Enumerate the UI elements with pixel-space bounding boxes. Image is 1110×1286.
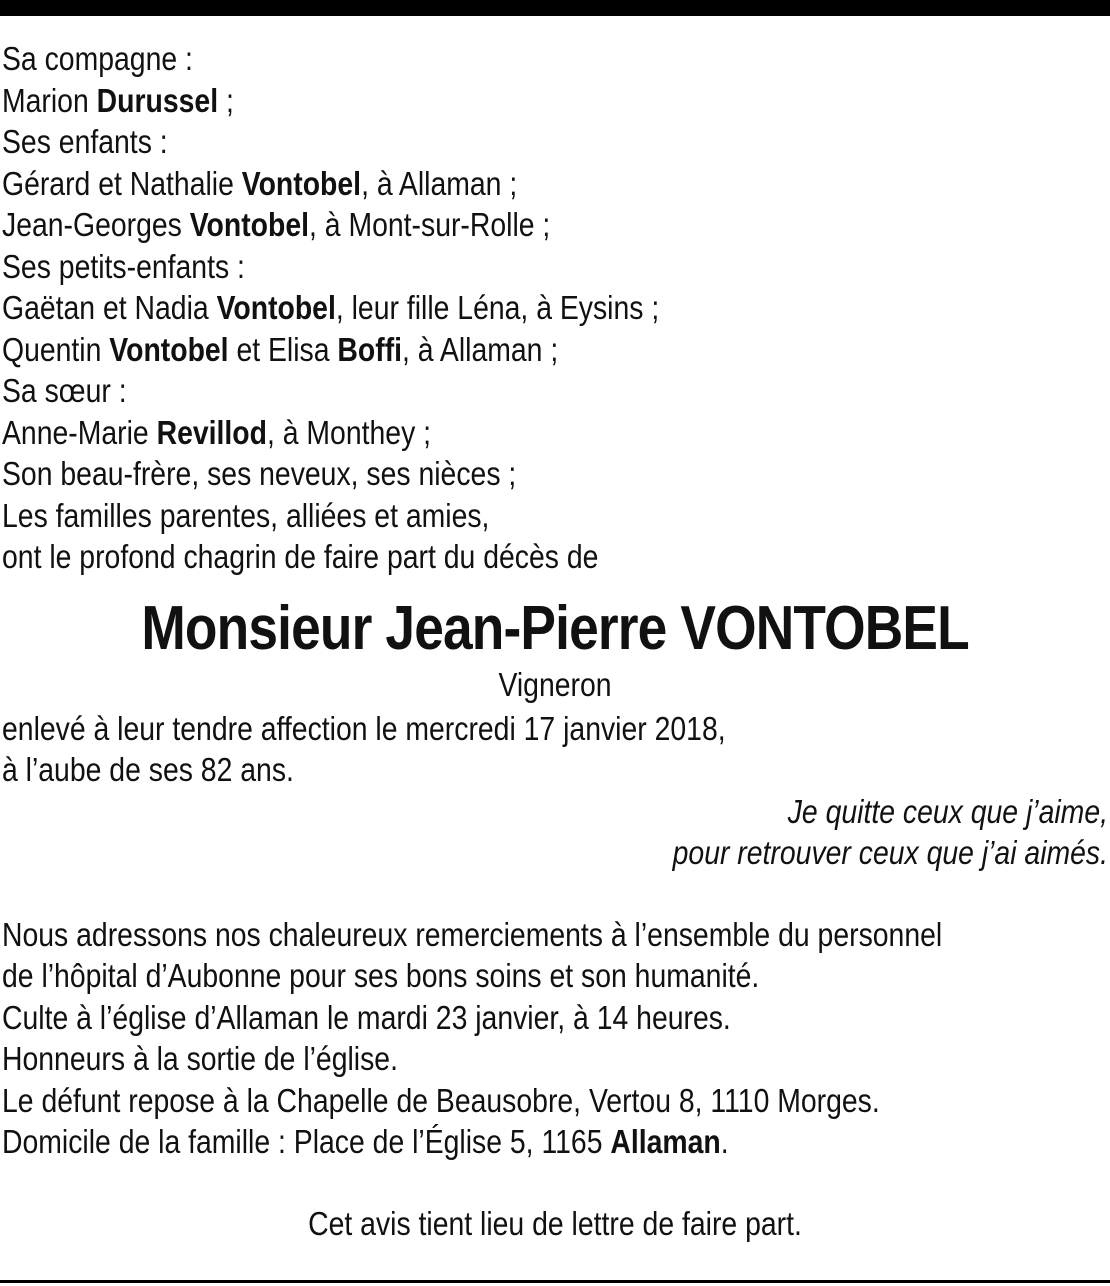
text-run: . xyxy=(720,1123,729,1160)
top-rule xyxy=(0,0,1110,16)
family-list xyxy=(2,38,1108,578)
text-run: Son beau-frère, ses neveux, ses nièces ; xyxy=(2,455,517,492)
text-run: , à Allaman ; xyxy=(361,164,518,202)
bottom-rule xyxy=(0,1280,1110,1283)
quote-line: pour retrouver ceux que j’ai aimés. xyxy=(672,834,1108,871)
age-line: à l’aube de ses 82 ans. xyxy=(2,751,294,788)
epitaph-quote xyxy=(2,791,1108,874)
text-run: Le défunt repose à la Chapelle de Beausobre, Vertou 8, 1110 Morges. xyxy=(2,1081,880,1119)
family-line xyxy=(2,121,953,163)
text-run: Culte à l’église d’Allaman le mardi 23 janvier, à 14 heures. xyxy=(2,998,731,1036)
surname: Vontobel xyxy=(109,330,229,368)
deceased-block xyxy=(2,593,1108,663)
family-line xyxy=(2,38,953,80)
spacer xyxy=(2,874,1108,914)
family-line xyxy=(2,370,953,412)
text-run: Nous adressons nos chaleureux remerciements à l’ensemble du personnel xyxy=(2,915,943,953)
deceased-name: Monsieur Jean-Pierre VONTOBEL xyxy=(141,593,969,663)
detail-line xyxy=(2,1080,953,1122)
surname: Allaman xyxy=(610,1123,721,1160)
text-run: Ses petits-enfants : xyxy=(2,247,245,285)
death-notice xyxy=(2,38,1108,1244)
detail-line xyxy=(2,914,953,956)
family-line xyxy=(2,495,953,537)
detail-line xyxy=(2,955,953,997)
text-run: de l’hôpital d’Aubonne pour ses bons soins et son humanité. xyxy=(2,957,760,994)
surname: Vontobel xyxy=(241,164,362,202)
text-run: , à Mont-sur-Rolle ; xyxy=(309,206,551,243)
deceased-profession: Vigneron xyxy=(498,665,612,703)
family-line xyxy=(2,453,953,495)
text-run: Jean-Georges xyxy=(2,206,190,243)
text-run: ont le profond chagrin de faire part du décès de xyxy=(2,538,599,575)
text-run: Sa sœur : xyxy=(2,372,127,409)
text-run: ; xyxy=(218,81,234,119)
surname: Revillod xyxy=(156,413,267,451)
quote-line: Je quitte ceux que j’aime, xyxy=(787,792,1108,830)
surname: Boffi xyxy=(337,330,403,368)
text-run: , leur fille Léna, à Eysins ; xyxy=(335,289,660,326)
text-run: Gérard et Nathalie xyxy=(2,164,242,202)
service-details xyxy=(2,914,1108,1163)
surname: Durussel xyxy=(96,81,219,119)
spacer xyxy=(2,1163,1108,1203)
death-line: enlevé à leur tendre affection le mercredi 17 janvier 2018, xyxy=(2,709,726,747)
family-line xyxy=(2,329,953,371)
family-line xyxy=(2,287,953,329)
text-run: Domicile de la famille : Place de l’Église 5, 1165 xyxy=(2,1123,611,1160)
family-line xyxy=(2,412,953,454)
family-line xyxy=(2,163,953,205)
death-announcement xyxy=(2,708,1108,791)
detail-line xyxy=(2,1038,953,1080)
family-line xyxy=(2,204,953,246)
text-run: Honneurs à la sortie de l’église. xyxy=(2,1040,398,1077)
surname: Vontobel xyxy=(189,206,310,243)
text-run: et Elisa xyxy=(228,330,338,368)
text-run: Marion xyxy=(2,81,97,119)
closing-note: Cet avis tient lieu de lettre de faire part. xyxy=(308,1204,802,1242)
text-run: , à Monthey ; xyxy=(266,413,432,451)
family-line xyxy=(2,536,953,578)
family-line xyxy=(2,246,953,288)
text-run: , à Allaman ; xyxy=(402,330,559,368)
text-run: Anne-Marie xyxy=(2,413,157,451)
family-line xyxy=(2,80,953,122)
detail-line xyxy=(2,997,953,1039)
text-run: Ses enfants : xyxy=(2,123,168,160)
text-run: Quentin xyxy=(2,330,110,368)
surname: Vontobel xyxy=(216,289,336,326)
text-run: Sa compagne : xyxy=(2,40,193,77)
detail-line xyxy=(2,1121,953,1163)
text-run: Les familles parentes, alliées et amies, xyxy=(2,496,490,534)
text-run: Gaëtan et Nadia xyxy=(2,289,217,326)
